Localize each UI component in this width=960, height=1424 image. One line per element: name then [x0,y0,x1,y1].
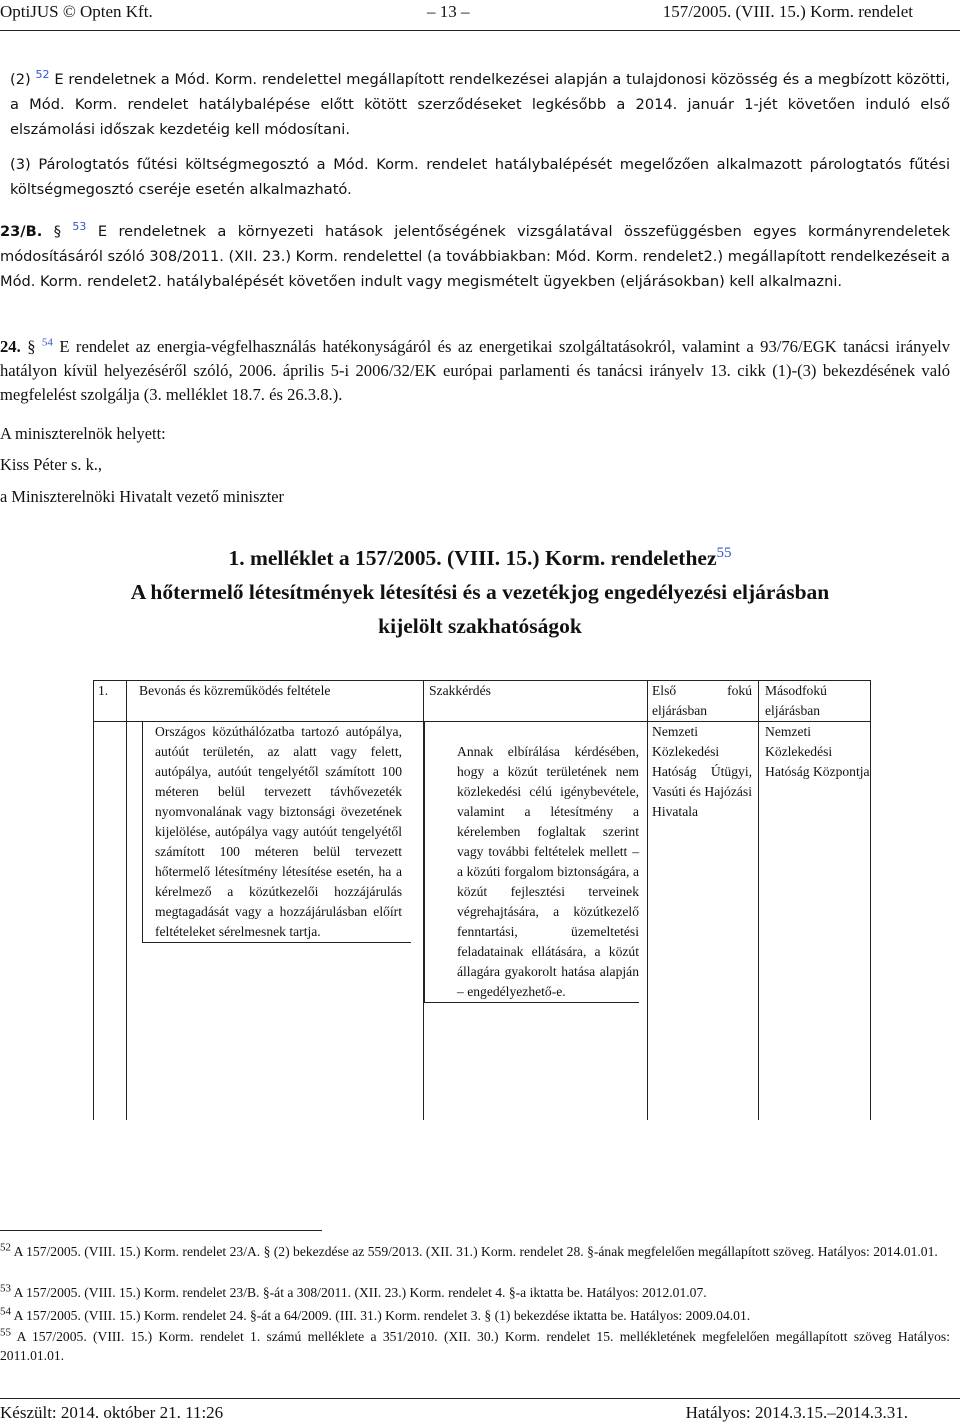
paragraph-text: Párologtatós fűtési költségmegosztó a Mód. Korm. rendelet hatálybalépését megelőzően alkalmazott párologtatós fűtési költségmegosztó cseréje esetén alkalmazható. [10,156,950,198]
row-cell-condition [127,722,424,1121]
footnote-ref-52[interactable]: 52 [35,68,50,82]
section-sign: § [53,223,62,240]
section-sign: § [27,337,36,356]
header-cell-condition: Bevonás és közreműködés feltétele [127,681,424,722]
expertise-text: Annak elbírálása kérdésében, hogy a közút területének nem közlekedési célú igénybevétele, valamint a létesítmény a kérelemben foglaltak szerint vagy további feltételek mellett – a közúti forgalom biztonságára, a közút fejlesztési terveinek végrehajtására, a közútkezelő fenntartási, üzemeltetési feladatainak ellátására, a közút állagára gyakorolt hatása alapján – engedélyezhető-e. [457,744,639,999]
header-first-instance-text: Első fokú eljárásban [652,683,752,718]
header-right: 157/2005. (VIII. 15.) Korm. rendelet [662,2,913,21]
table-header-row [94,681,871,722]
footnote-text: A 157/2005. (VIII. 15.) Korm. rendelet 23/B. §-át a 308/2011. (XII. 23.) Korm. rendelet 4. §-a iktatta be. Hatályos: 2012.01.07. [13,1285,707,1300]
header-cell-number: 1. [94,681,127,722]
footer-created: Készült: 2014. október 21. 11:26 [0,1403,224,1422]
header-page-number: – 13 – [427,2,470,21]
footnote-52 [0,1242,950,1261]
authority-table [93,680,871,1120]
section-text: E rendelet az energia-végfelhasználás hatékonyságáról és az energetikai szolgáltatásokról, valamint a 93/76/EGK tanácsi irányelv hatályon kívül helyezéséről szóló, 2006. április 5-i 2006/32/EK európai parlamenti és tanácsi irányelv 13. cikk (1)-(3) bekezdésének való megfelelést szolgálja (3. melléklet 18.7. és 26.3.8.). [0,337,950,404]
header-cell-first-instance [648,681,759,722]
first-instance-text: Nemzeti Közlekedési Hatóság Útügyi, Vasúti és Hajózási Hivatala [652,724,752,819]
row-cell-expertise [424,722,648,1121]
footnote-rule [0,1230,322,1231]
paragraph-text: E rendeletnek a Mód. Korm. rendelettel megállapított rendelkezései alapján a tulajdonosi közösség és a megbízott közötti, a Mód. Korm. rendelet hatálybalépése előtt kötött szerződéseket legkésőbb a 2014. január 1-jét követően induló első elszámolási időszak kezdetéig kell módosítani. [10,71,951,138]
condition-text: Országos közúthálózatba tartozó autópálya, autóút területén, az alatt vagy felett, autópálya, autóút tengelyétől számított 100 méteren belül tervezett távhővezeték nyomvonalának vagy biztonsági övezetének kijelölése, autópálya vagy autóút tengelyétől számított 100 méteren belül tervezett hőtermelő létesítmény létesítése esetén, ha a kérelmező a közútkezelői hozzájárulás megtagadását vagy a hozzájárulásban előírt feltételeket sérelmesnek tartja. [155,724,402,939]
header-rule [0,30,960,31]
header-cell-second-instance: Másodfokú eljárásban [759,681,871,722]
footnote-text: A 157/2005. (VIII. 15.) Korm. rendelet 24. §-át a 64/2009. (III. 31.) Korm. rendelet 3. § (1) bekezdése iktatta be. Hatályos: 2009.04.01. [13,1308,751,1323]
paragraph-3 [10,152,950,202]
signature-line-1: A miniszterelnök helyett: [0,424,166,443]
paragraph-number: (2) [10,71,31,88]
footnote-number: 52 [0,1241,11,1254]
footnote-text: A 157/2005. (VIII. 15.) Korm. rendelet 23/A. § (2) bekezdése az 559/2013. (XII. 31.) Korm. rendelet 28. §-ának megfelelően megállapított szöveg. Hatályos: 2014.01.01. [13,1244,938,1259]
row-cell-second-instance [759,722,871,1121]
footnote-number: 53 [0,1282,11,1295]
footnote-ref-53[interactable]: 53 [72,220,87,234]
footnote-53 [0,1283,950,1302]
footnote-ref-54[interactable]: 54 [41,336,53,349]
footnote-ref-55[interactable]: 55 [716,544,732,561]
header-left: OptiJUS © Opten Kft. [0,2,153,21]
header-cell-expertise: Szakkérdés [424,681,648,722]
footnote-55 [0,1327,950,1365]
annex-title-line-3: kijelölt szakhatóságok [378,614,582,638]
section-23b [0,219,950,294]
annex-title [0,541,960,575]
row-cell-first-instance [648,722,759,1121]
annex-title-line-2: A hőtermelő létesítmények létesítési és a vezetékjog engedélyezési eljárásban [130,580,830,604]
signature-name: Kiss Péter s. k., [0,455,102,474]
footer-rule [0,1398,960,1399]
row-cell-number [94,722,127,1121]
footer-effective: Hatályos: 2014.3.15.–2014.3.31. [685,1403,908,1422]
paragraph-2 [10,67,950,142]
footnote-text: A 157/2005. (VIII. 15.) Korm. rendelet 1. számú melléklete a 351/2010. (XII. 30.) Korm. rendelet 15. mellékletének megfelelően megállapított szöveg Hatályos: 2011.01.01. [0,1329,950,1363]
annex-title-line-1: 1. melléklet a 157/2005. (VIII. 15.) Korm. rendelethez [228,546,717,570]
second-instance-text: Nemzeti Közlekedési Hatóság Központja [765,724,870,779]
footnote-number: 55 [0,1326,11,1339]
section-number: 23/B. [0,223,43,240]
section-24 [0,335,950,407]
footnote-54 [0,1306,950,1325]
signature-title: a Miniszterelnöki Hivatalt vezető miniszter [0,487,285,506]
table-row [94,722,871,1121]
section-text: E rendeletnek a környezeti hatások jelentőségének vizsgálatával összefüggésben egyes kormányrendeletek módosításáról szóló 308/2011. (XII. 23.) Korm. rendelettel (a továbbiakban: Mód. Korm. rendelet2.) megállapított rendelkezéseit a Mód. Korm. rendelet2. hatálybalépését követően indult vagy megismételt ügyekben (eljárásokban) kell alkalmazni. [0,223,951,290]
footnote-number: 54 [0,1305,11,1318]
section-number: 24. [0,337,21,356]
paragraph-number: (3) [10,156,31,173]
